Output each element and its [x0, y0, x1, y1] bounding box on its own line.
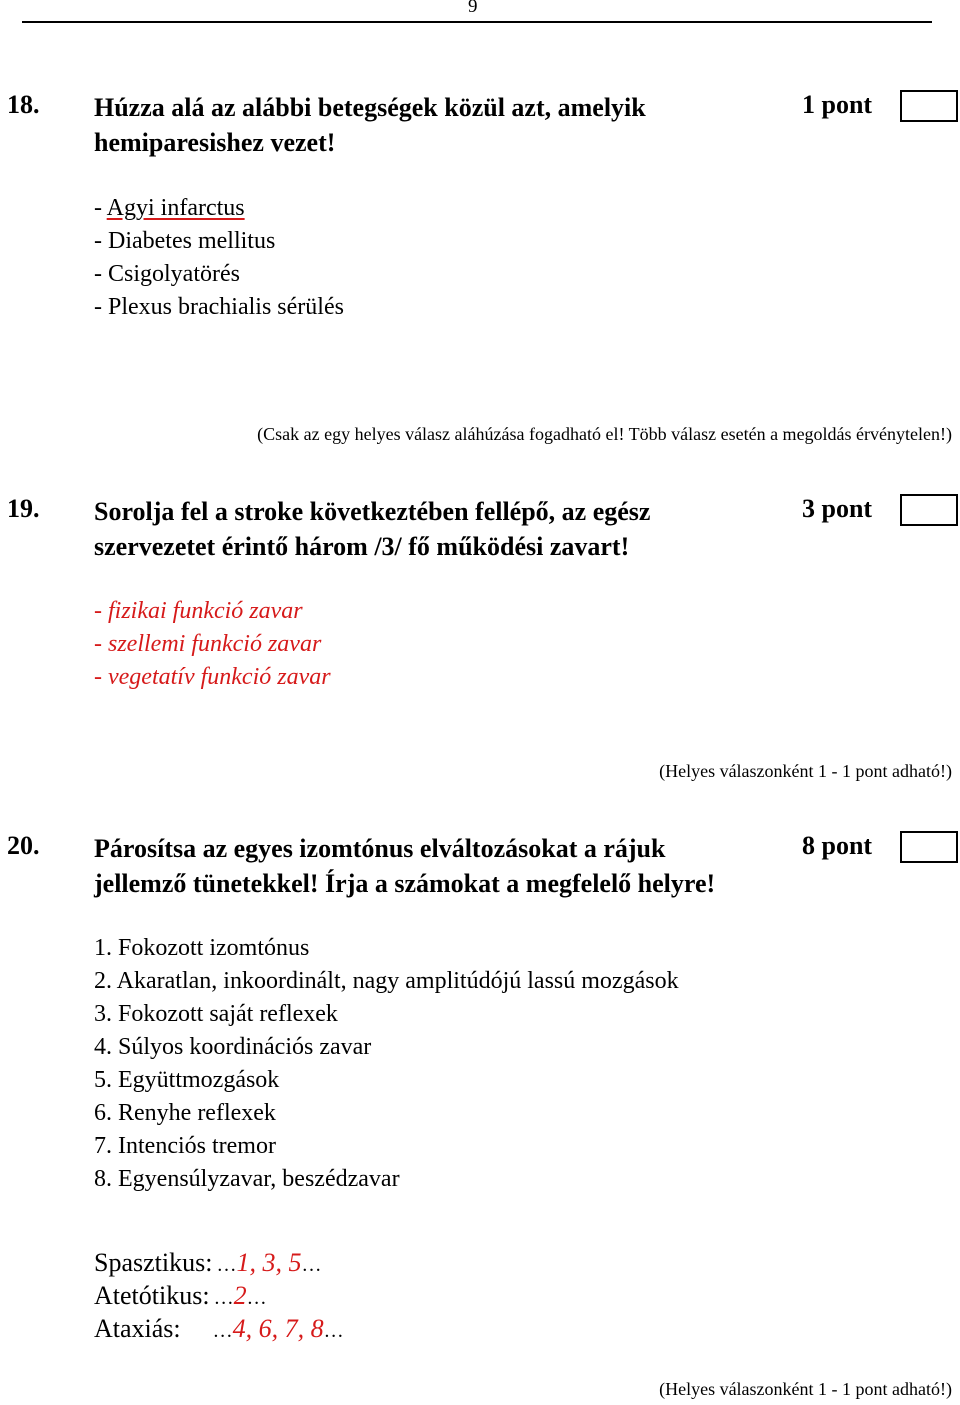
match-answer[interactable]: 2 — [233, 1281, 247, 1310]
q18-text-line1: Húzza alá az alábbi betegségek közül azt, amelyik — [94, 93, 646, 122]
q20-item-8: 8. Egyensúlyzavar, beszédzavar — [94, 1166, 400, 1192]
match-answer[interactable]: 4, 6, 7, 8 — [232, 1314, 324, 1343]
q19-answer-2: - szellemi funkció zavar — [94, 631, 322, 657]
q20-item-7: 7. Intenciós tremor — [94, 1133, 276, 1159]
dots-leader: … — [301, 1254, 322, 1276]
match-answer[interactable]: 1, 3, 5 — [236, 1248, 302, 1277]
match-label: Ataxiás: — [94, 1314, 181, 1343]
q20-item-1: 1. Fokozott izomtónus — [94, 935, 310, 961]
q18-option-3: - Csigolyatörés — [94, 261, 240, 287]
q20-points: 8 pont — [802, 831, 873, 860]
page-number: 9 — [468, 0, 478, 17]
q20-match-athetotic — [94, 1281, 267, 1311]
q20-match-ataxic — [94, 1314, 344, 1344]
q19-note: (Helyes válaszonként 1 - 1 pont adható!) — [659, 761, 952, 781]
q20-item-6: 6. Renyhe reflexek — [94, 1100, 276, 1126]
q18-option-1 — [94, 192, 245, 225]
q18-option-2: - Diabetes mellitus — [94, 228, 276, 254]
dots-leader: … — [212, 1320, 233, 1342]
dots-leader: … — [246, 1287, 267, 1309]
dots-leader: … — [216, 1254, 237, 1276]
q20-item-4: 4. Súlyos koordinációs zavar — [94, 1034, 372, 1060]
q18-points: 1 pont — [802, 90, 873, 119]
q20-score-box[interactable] — [900, 831, 958, 863]
match-label: Spasztikus: — [94, 1248, 213, 1277]
q19-points: 3 pont — [802, 494, 873, 523]
match-label: Atetótikus: — [94, 1281, 210, 1310]
q19-score-box[interactable] — [900, 494, 958, 526]
dots-leader: … — [323, 1320, 344, 1342]
q19-text-line1: Sorolja fel a stroke következtében fellépő, az egész — [94, 497, 651, 526]
header-rule — [22, 21, 932, 23]
q20-text-line1: Párosítsa az egyes izomtónus elváltozásokat a rájuk — [94, 834, 666, 863]
q20-match-spastic — [94, 1248, 321, 1278]
q20-text-line2: jellemző tünetekkel! Írja a számokat a megfelelő helyre! — [94, 869, 716, 898]
q18-text-line2: hemiparesishez vezet! — [94, 128, 336, 157]
q19-number: 19. — [7, 494, 40, 523]
q20-item-2: 2. Akaratlan, inkoordinált, nagy amplitúdójú lassú mozgások — [94, 968, 679, 994]
q18-number: 18. — [7, 90, 40, 119]
q19-text-line2: szervezetet érintő három /3/ fő működési zavart! — [94, 532, 630, 561]
q18-score-box[interactable] — [900, 90, 958, 122]
q18-option-1-label: Agyi infarctus — [106, 195, 245, 221]
dots-leader: … — [213, 1287, 234, 1309]
q20-note: (Helyes válaszonként 1 - 1 pont adható!) — [659, 1379, 952, 1399]
q18-option-dash: - — [94, 195, 107, 221]
q19-answer-1: - fizikai funkció zavar — [94, 598, 303, 624]
q20-item-5: 5. Együttmozgások — [94, 1067, 280, 1093]
q19-answer-3: - vegetatív funkció zavar — [94, 664, 331, 690]
q20-item-3: 3. Fokozott saját reflexek — [94, 1001, 338, 1027]
q20-number: 20. — [7, 831, 40, 860]
q18-note: (Csak az egy helyes válasz aláhúzása fogadható el! Több válasz esetén a megoldás érvénytelen!) — [257, 424, 952, 444]
q18-option-4: - Plexus brachialis sérülés — [94, 294, 344, 320]
